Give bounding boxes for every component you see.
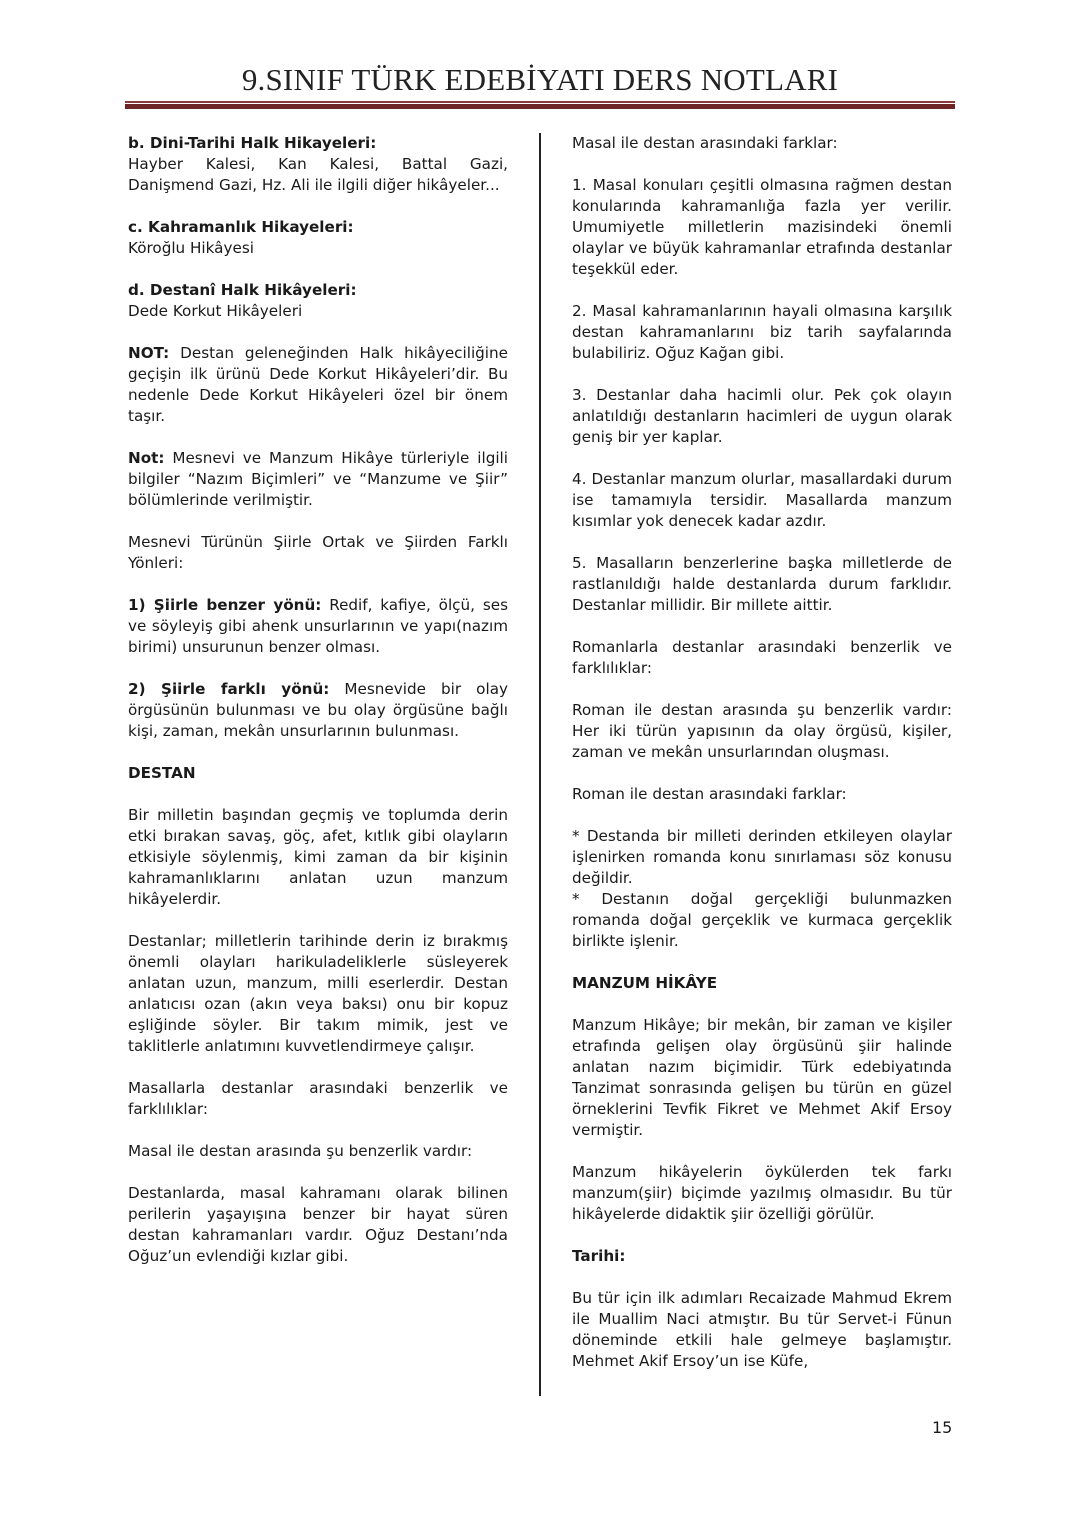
paragraph-text: Roman ile destan arasındaki farklar: <box>572 785 847 803</box>
paragraph <box>572 175 952 280</box>
paragraph-text: Destanlar; milletlerin tarihinde derin iz bırakmış önemli olayları harikuladeliklerle süsleyerek anlatan uzun, manzum, milli eserlerdir. Destan anlatıcısı ozan (akın veya baksı) onu bir kopuz eşliğinde söyler. Bir takım mimik, jest ve taklitlerle anlatımını kuvvetlendirmeye çalışır. <box>128 932 508 1055</box>
paragraph <box>128 343 508 427</box>
paragraph-text: Manzum Hikâye; bir mekân, bir zaman ve kişiler etrafında gelişen olay örgüsünü şiir halinde anlatan nazım biçimidir. Türk edebiyatında Tanzimat sonrasında gelişen bu türün en güzel örneklerini Tevfik Fikret ve Mehmet Akif Ersoy vermiştir. <box>572 1016 952 1139</box>
left-column <box>128 133 508 1288</box>
paragraph <box>128 532 508 574</box>
paragraph-text: Redif, kafiye, ölçü, ses ve söyleyiş gibi ahenk unsurlarının ve yapı(nazım birimi) unsurunun benzer olması. <box>128 596 508 656</box>
paragraph <box>572 469 952 532</box>
paragraph <box>572 889 952 952</box>
paragraph-heading: NOT: <box>128 344 170 362</box>
paragraph-heading: 1) Şiirle benzer yönü: <box>128 596 322 614</box>
paragraph <box>128 1183 508 1267</box>
paragraph <box>128 1078 508 1120</box>
paragraph <box>572 784 952 805</box>
page-number: 15 <box>932 1418 953 1437</box>
paragraph <box>572 1288 952 1372</box>
paragraph-heading: DESTAN <box>128 764 196 782</box>
paragraph-text: 2. Masal kahramanlarının hayali olmasına karşılık destan kahramanlarını biz tarih sayfalarında bulabiliriz. Oğuz Kağan gibi. <box>572 302 952 362</box>
paragraph-text: Masal ile destan arasındaki farklar: <box>572 134 838 152</box>
paragraph-text: Destan geleneğinden Halk hikâyeciliğine geçişin ilk ürünü Dede Korkut Hikâyeleri’dir. Bu nedenle Dede Korkut Hikâyeleri özel bir önem taşır. <box>128 344 508 425</box>
paragraph-text: Destanlarda, masal kahramanı olarak bilinen perilerin yaşayışına benzer bir hayat süren destan kahramanları vardır. Oğuz Destanı’nda Oğuz’un evlendiği kızlar gibi. <box>128 1184 508 1265</box>
paragraph-text: Mesnevi ve Manzum Hikâye türleriyle ilgili bilgiler “Nazım Biçimleri” ve “Manzume ve Şiir” bölümlerinde verilmiştir. <box>128 449 508 509</box>
paragraph <box>572 826 952 889</box>
header-rule-thin <box>125 101 955 103</box>
paragraph-text: Masal ile destan arasında şu benzerlik vardır: <box>128 1142 473 1160</box>
paragraph <box>128 931 508 1057</box>
paragraph-text: Romanlarla destanlar arasındaki benzerlik ve farklılıklar: <box>572 638 952 677</box>
column-divider <box>539 133 541 1396</box>
header-rule-thick <box>125 104 955 109</box>
paragraph-heading: d. Destanî Halk Hikâyeleri: <box>128 281 357 299</box>
paragraph <box>572 637 952 679</box>
paragraph <box>128 805 508 910</box>
paragraph-text: * Destanda bir milleti derinden etkileyen olaylar işlenirken romanda konu sınırlaması söz konusu değildir. <box>572 827 952 887</box>
paragraph-text: Masallarla destanlar arasındaki benzerlik ve farklılıklar: <box>128 1079 508 1118</box>
paragraph-heading: 2) Şiirle farklı yönü: <box>128 680 330 698</box>
paragraph-text: Hayber Kalesi, Kan Kalesi, Battal Gazi, Danişmend Gazi, Hz. Ali ile ilgili diğer hikâyeler... <box>128 155 508 194</box>
paragraph <box>128 1141 508 1162</box>
paragraph-text: Bir milletin başından geçmiş ve toplumda derin etki bırakan savaş, göç, afet, kıtlık gibi olayların etkisiyle söylenmiş, kimi zaman da bir kişinin kahramanlıklarını anlatan uzun manzum hikâyelerdir. <box>128 806 508 908</box>
paragraph <box>572 1162 952 1225</box>
paragraph <box>572 700 952 763</box>
paragraph-text: 1. Masal konuları çeşitli olmasına rağmen destan konularında kahramanlığa fazla yer verilir. Umumiyetle milletlerin mazisindeki önemli olaylar ve büyük kahramanlar etrafında destanlar teşekkül eder. <box>572 176 952 278</box>
paragraph-heading: MANZUM HİKÂYE <box>572 974 718 992</box>
paragraph-heading: b. Dini-Tarihi Halk Hikayeleri: <box>128 134 377 152</box>
paragraph-text: 4. Destanlar manzum olurlar, masallardaki durum ise tamamıyla tersidir. Masallarda manzum kısımlar yok denecek kadar azdır. <box>572 470 952 530</box>
paragraph <box>572 301 952 364</box>
right-column <box>572 133 952 1393</box>
paragraph <box>572 385 952 448</box>
paragraph <box>128 280 508 322</box>
paragraph <box>128 679 508 742</box>
paragraph-text: Manzum hikâyelerin öykülerden tek farkı manzum(şiir) biçimde yazılmış olmasıdır. Bu tür hikâyelerde didaktik şiir özelliği görülür. <box>572 1163 952 1223</box>
paragraph-text: Dede Korkut Hikâyeleri <box>128 302 303 320</box>
paragraph <box>572 1246 952 1267</box>
paragraph <box>128 217 508 259</box>
paragraph-text: Mesnevide bir olay örgüsünün bulunması ve bu olay örgüsüne bağlı kişi, zaman, mekân unsurlarının bulunması. <box>128 680 508 740</box>
paragraph <box>128 133 508 196</box>
paragraph <box>572 553 952 616</box>
paragraph-heading: c. Kahramanlık Hikayeleri: <box>128 218 354 236</box>
paragraph-text: 3. Destanlar daha hacimli olur. Pek çok olayın anlatıldığı destanların hacimleri de uygun olarak geniş bir yer kaplar. <box>572 386 952 446</box>
paragraph-text: Bu tür için ilk adımları Recaizade Mahmud Ekrem ile Muallim Naci atmıştır. Bu tür Servet-i Fünun döneminde etkili hale gelmeye başlamıştır. Mehmet Akif Ersoy’un ise Küfe, <box>572 1289 952 1370</box>
paragraph <box>128 763 508 784</box>
page-title: 9.SINIF TÜRK EDEBİYATI DERS NOTLARI <box>241 62 839 97</box>
paragraph-text: Roman ile destan arasında şu benzerlik vardır: Her iki türün yapısının da olay örgüsü, kişiler, zaman ve mekân unsurlarından oluşması. <box>572 701 952 761</box>
paragraph <box>128 448 508 511</box>
paragraph-heading: Not: <box>128 449 165 467</box>
paragraph <box>572 133 952 154</box>
paragraph-heading: Tarihi: <box>572 1247 626 1265</box>
paragraph-text: * Destanın doğal gerçekliği bulunmazken romanda doğal gerçeklik ve kurmaca gerçeklik birlikte işlenir. <box>572 890 952 950</box>
paragraph <box>572 1015 952 1141</box>
paragraph-text: Mesnevi Türünün Şiirle Ortak ve Şiirden Farklı Yönleri: <box>128 533 508 572</box>
paragraph <box>572 973 952 994</box>
paragraph <box>128 595 508 658</box>
paragraph-text: 5. Masalların benzerlerine başka milletlerde de rastlanıldığı halde destanlarda durum farklıdır. Destanlar millidir. Bir millete aittir. <box>572 554 952 614</box>
paragraph-text: Köroğlu Hikâyesi <box>128 239 254 257</box>
